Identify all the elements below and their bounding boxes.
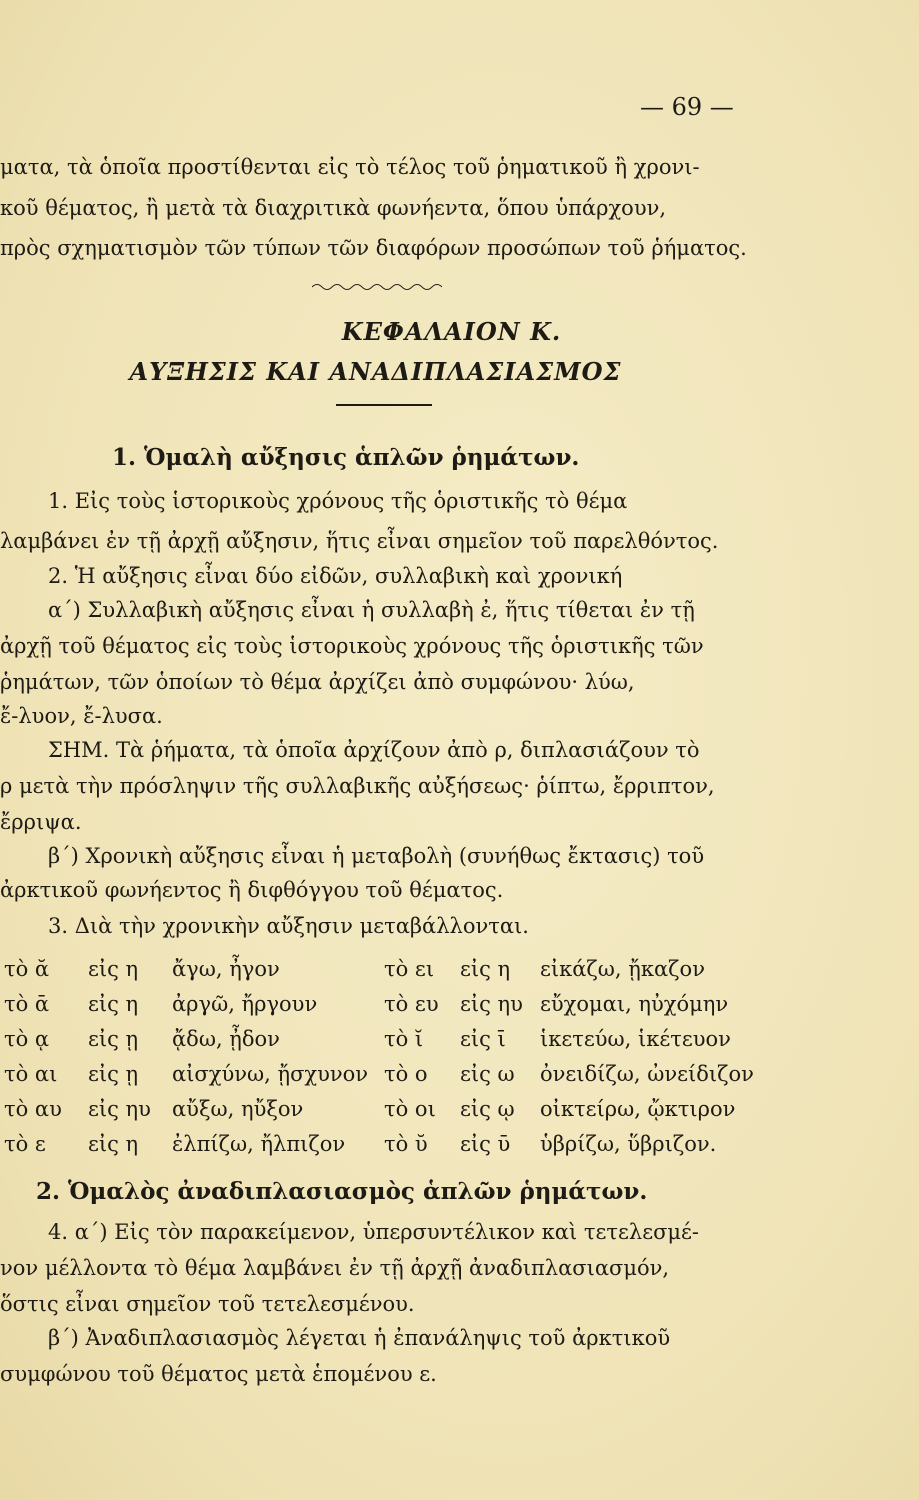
table-cell: εἰς ῡ (460, 1132, 511, 1156)
table-cell: ἐλπίζω, ἤλπιζον (172, 1132, 346, 1156)
table-cell: εἰς η (460, 957, 511, 981)
paragraph-line: συμφώνου τοῦ θέματος μετὰ ἑπομένου ε. (0, 1362, 437, 1386)
paragraph-line: 3. Διὰ τὴν χρονικὴν αὔξησιν μεταβάλλονται. (48, 914, 529, 938)
paragraph-line: ἔ-λυον, ἔ-λυσα. (0, 704, 163, 728)
paragraph-line: β΄) Χρονικὴ αὔξησις εἶναι ἡ μεταβολὴ (συνήθως ἔκτασις) τοῦ (48, 844, 705, 868)
table-cell: τὸ αι (4, 1062, 58, 1086)
paragraph-line: β΄) Ἀναδιπλασιασμὸς λέγεται ἡ ἐπανάληψις τοῦ ἀρκτικοῦ (48, 1326, 671, 1350)
paragraph-line: 4. α΄) Εἰς τὸν παρακείμενον, ὑπερσυντέλικον καὶ τετελεσμέ- (48, 1220, 700, 1244)
table-cell: τὸ οι (384, 1097, 436, 1121)
table-cell: ᾄδω, ᾖδον (172, 1027, 280, 1051)
paragraph-line: ἀρκτικοῦ φωνήεντος ἢ διφθόγγου τοῦ θέματος. (0, 878, 504, 902)
paragraph-line: ὅστις εἶναι σημεῖον τοῦ τετελεσμένου. (0, 1292, 415, 1316)
table-cell: εἰς ηυ (88, 1097, 151, 1121)
table-cell: ὀνειδίζω, ὠνείδιζον (540, 1062, 754, 1086)
table-cell: εἰς η (88, 957, 139, 981)
table-cell: τὸ ευ (384, 992, 439, 1016)
table-cell: ἱκετεύω, ἱκέτευον (540, 1027, 731, 1051)
paragraph-line: ῥημάτων, τῶν ὁποίων τὸ θέμα ἀρχίζει ἀπὸ συμφώνου· λύω, (0, 670, 635, 694)
table-cell: εἰς η (88, 992, 139, 1016)
table-cell: ἄγω, ἦγον (172, 957, 280, 981)
paragraph-line: ρ μετὰ τὴν πρόσληψιν τῆς συλλαβικῆς αὐξήσεως· ῥίπτω, ἔρριπτον, (0, 774, 715, 798)
table-cell: τὸ ε (4, 1132, 46, 1156)
intro-line-2: κοῦ θέματος, ἢ μετὰ τὰ διαχριτικὰ φωνήεντα, ὅπου ὑπάρχουν, (0, 196, 667, 220)
intro-line-1: ματα, τὰ ὁποῖα προστίθενται εἰς τὸ τέλος τοῦ ῥηματικοῦ ἢ χρονι- (0, 155, 700, 179)
paragraph-line: ΣΗΜ. Τὰ ῥήματα, τὰ ὁποῖα ἀρχίζουν ἀπὸ ρ, διπλασιάζουν τὸ (48, 738, 700, 762)
table-cell: τὸ ῐ (384, 1027, 424, 1051)
table-cell: εἰς ω (460, 1062, 515, 1086)
table-cell: τὸ αυ (4, 1097, 62, 1121)
paragraph-line: ἀρχῇ τοῦ θέματος εἰς τοὺς ἱστορικοὺς χρόνους τῆς ὁριστικῆς τῶν (0, 634, 704, 658)
table-cell: εἰκάζω, ᾔκαζον (540, 957, 705, 981)
table-cell: αὔξω, ηὔξον (172, 1097, 304, 1121)
paragraph-line: λαμβάνει ἐν τῇ ἀρχῇ αὔξησιν, ἥτις εἶναι σημεῖον τοῦ παρελθόντος. (0, 529, 719, 553)
intro-line-3: πρὸς σχηματισμὸν τῶν τύπων τῶν διαφόρων προσώπων τοῦ ῥήματος. (0, 236, 747, 260)
table-cell: εἰς ηυ (460, 992, 523, 1016)
table-cell: ὑβρίζω, ὕβριζον. (540, 1132, 717, 1156)
paragraph-line: ἔρριψα. (0, 810, 82, 834)
table-cell: οἰκτείρω, ᾤκτιρον (540, 1097, 736, 1121)
paragraph-line: 2. Ἡ αὔξησις εἶναι δύο εἰδῶν, συλλαβικὴ καὶ χρονική (48, 564, 623, 588)
paragraph-line: νον μέλλοντα τὸ θέμα λαμβάνει ἐν τῇ ἀρχῇ ἀναδιπλασιασμόν, (0, 1256, 670, 1280)
table-cell: τὸ ῠ (384, 1132, 428, 1156)
table-cell: εἰς ῃ (88, 1027, 139, 1051)
page-number: — 69 — (640, 93, 734, 121)
section-1-heading: 1. Ὁμαλὴ αὔξησις ἁπλῶν ῥημάτων. (112, 444, 580, 471)
table-cell: εἰς ῃ (88, 1062, 139, 1086)
section-2-heading: 2. Ὁμαλὸς ἀναδιπλασιασμὸς ἁπλῶν ῥημάτων. (36, 1178, 648, 1205)
table-cell: εὔχομαι, ηὐχόμην (540, 992, 729, 1016)
chapter-title: ΚΕΦΑΛΑΙΟΝ Κ. (341, 317, 562, 346)
table-cell: τὸ ᾰ (4, 957, 50, 981)
chapter-subtitle: ΑΥΞΗΣΙΣ ΚΑΙ ΑΝΑΔΙΠΛΑΣΙΑΣΜΟΣ (129, 357, 622, 386)
table-cell: τὸ ει (384, 957, 435, 981)
table-cell: αἰσχύνω, ᾔσχυνον (172, 1062, 369, 1086)
paragraph-line: α΄) Συλλαβικὴ αὔξησις εἶναι ἡ συλλαβὴ ἐ, ἥτις τίθεται ἐν τῇ (48, 598, 695, 622)
heading-rule (336, 404, 432, 406)
paragraph-line: 1. Εἰς τοὺς ἱστορικοὺς χρόνους τῆς ὁριστικῆς τὸ θέμα (48, 489, 628, 513)
table-cell: τὸ ᾱ (4, 992, 50, 1016)
table-cell: τὸ ᾳ (4, 1027, 50, 1051)
table-cell: εἰς ῳ (460, 1097, 515, 1121)
wavy-ornament (312, 282, 442, 292)
table-cell: τὸ ο (384, 1062, 428, 1086)
table-cell: εἰς η (88, 1132, 139, 1156)
table-cell: εἰς ῑ (460, 1027, 506, 1051)
table-cell: ἀργῶ, ἤργουν (172, 992, 318, 1016)
